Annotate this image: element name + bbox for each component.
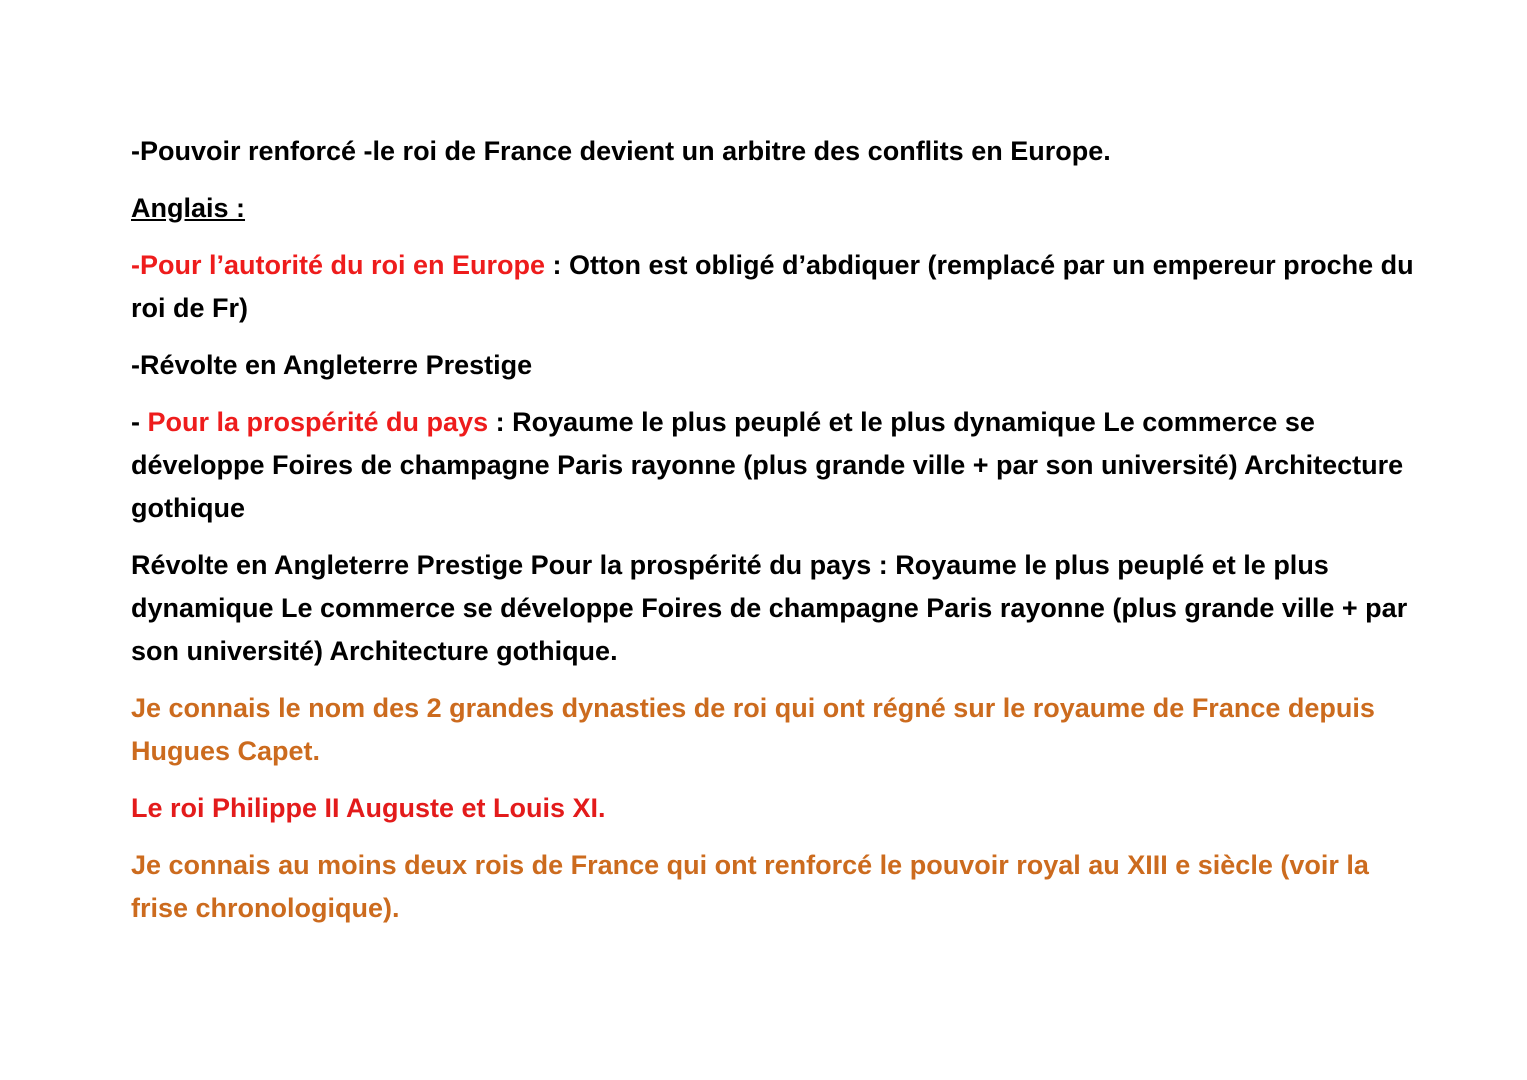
pouvoir-renforce-text: -Pouvoir renforcé -le roi de France devient un arbitre des conflits en Europe. (131, 136, 1111, 166)
autorite-rest: : Otton est obligé d’abdiquer (remplacé par un empereur proche du roi de Fr) (131, 250, 1414, 323)
document-body (131, 130, 1421, 930)
revolte-line (131, 344, 1421, 387)
dynasties-question (131, 687, 1421, 773)
autorite-highlight: Pour l’autorité du roi en Europe (140, 250, 546, 280)
rois-question (131, 844, 1421, 930)
revolte-text: -Révolte en Angleterre Prestige (131, 350, 533, 380)
anglais-heading (131, 187, 1421, 230)
prosperite-item (131, 401, 1421, 530)
repeat-paragraph-text: Révolte en Angleterre Prestige Pour la prospérité du pays : Royaume le plus peuplé et le plus dynamique Le commerce se développe Foires de champagne Paris rayonne (plus grande ville + par son université) Architecture gothique. (131, 550, 1408, 666)
dynasties-question-text: Je connais le nom des 2 grandes dynasties de roi qui ont régné sur le royaume de France depuis Hugues Capet. (131, 693, 1375, 766)
prosperite-highlight: Pour la prospérité du pays (147, 407, 489, 437)
autorite-item (131, 244, 1421, 330)
pouvoir-renforce-line (131, 130, 1421, 173)
rois-question-text: Je connais au moins deux rois de France qui ont renforcé le pouvoir royal au XIII e siècle (voir la frise chronologique). (131, 850, 1369, 923)
prosperite-prefix: - (131, 407, 148, 437)
repeat-paragraph (131, 544, 1421, 673)
rois-answer (131, 787, 1421, 830)
anglais-heading-text: Anglais : (131, 193, 246, 223)
autorite-prefix: - (131, 250, 140, 280)
rois-answer-text: Le roi Philippe II Auguste et Louis XI. (131, 793, 606, 823)
prosperite-rest: : Royaume le plus peuplé et le plus dynamique Le commerce se développe Foires de champagne Paris rayonne (plus grande ville + par son université) Architecture gothique (131, 407, 1404, 523)
